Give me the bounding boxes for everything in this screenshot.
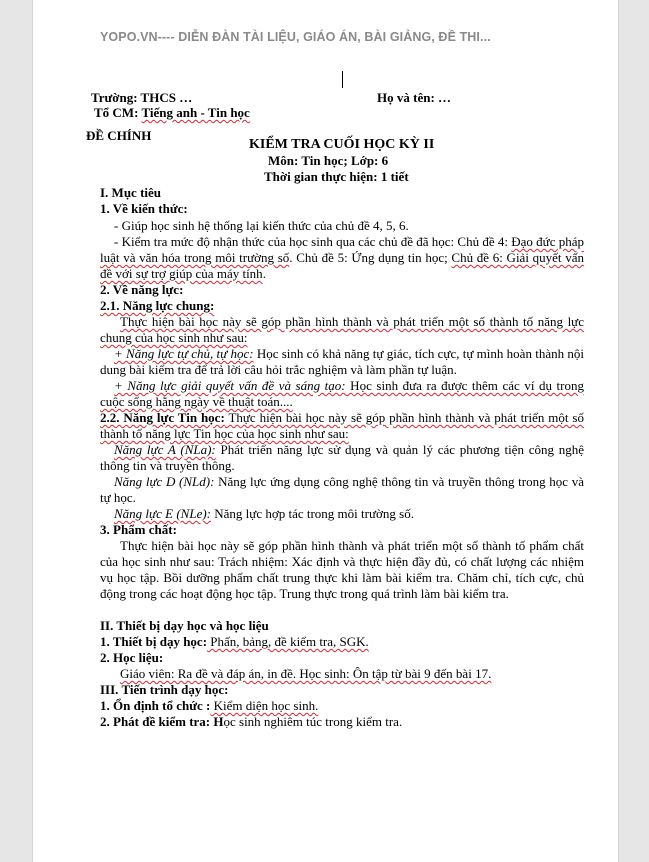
student-name-label: Họ và tên: … bbox=[377, 90, 452, 105]
knowledge-heading: 1. Về kiến thức: bbox=[100, 201, 188, 216]
group-label-text: Tổ CM: bbox=[94, 105, 142, 120]
section-2-heading: II. Thiết bị dạy học và học liệu bbox=[100, 618, 269, 633]
organization-label: 1. Ổn định tổ chức : bbox=[100, 698, 211, 713]
k2-part-e: . bbox=[262, 266, 266, 281]
equipment-line bbox=[100, 634, 369, 650]
organization-line bbox=[100, 698, 318, 714]
knowledge-item-1: - Giúp học sinh hệ thống lại kiến thức của chủ đề 4, 5, 6. bbox=[114, 218, 409, 233]
material-heading: 2. Học liệu: bbox=[100, 650, 164, 665]
hand-out-line bbox=[100, 714, 402, 730]
time-line: Thời gian thực hiện: 1 tiết bbox=[264, 169, 409, 184]
nle-text: Năng lực hợp tác trong môi trường số. bbox=[211, 506, 414, 521]
knowledge-item-2 bbox=[100, 234, 584, 282]
nld-label: Năng lực D (NLd): bbox=[114, 474, 215, 489]
hand-out-text: ọc sinh nghiêm túc trong kiểm tra. bbox=[223, 714, 403, 729]
nla-label: Năng lực A (NLa): bbox=[114, 442, 216, 457]
k2-part-c: . Chủ đề 5: Ứng dụng tin học; bbox=[289, 250, 452, 265]
subject-line: Môn: Tin học; Lớp: 6 bbox=[268, 153, 389, 168]
equipment-text: Phấn, bảng, đề kiểm tra, SGK. bbox=[207, 634, 369, 649]
general-ability-heading: 2.1. Năng lực chung: bbox=[100, 298, 215, 313]
self-study-text: Học sinh có khả năng tự giác, tích cực, tự mình hoàn thành nội dung bài kiểm tra để trả lời câu hỏi trắc nghiệm và làm phần tự luận. bbox=[100, 346, 584, 377]
official-exam-label: ĐỀ CHÍNH bbox=[86, 128, 152, 143]
section-1-heading: I. Mục tiêu bbox=[100, 185, 162, 200]
nld-text: Năng lực ứng dụng công nghệ thông tin và truyền thông trong học và tự học. bbox=[100, 474, 584, 505]
k2-part-d: Chủ đề 6: Giải quyết vấn đề với sự trợ giúp của máy tính bbox=[100, 250, 584, 281]
problem-solving-label: + Năng lực giải quyết vấn đề và sáng tạo: bbox=[114, 378, 346, 393]
equipment-label: 1. Thiết bị dạy học: bbox=[100, 634, 208, 649]
general-ability-text: Thực hiện bài học này sẽ góp phần hình thành và phát triển một số thành tố năng lực chung của học sinh như sau: bbox=[100, 314, 584, 345]
problem-solving-text: Học sinh đưa ra được thêm các ví dụ trong cuộc sống hằng ngày về thuật toán.... bbox=[100, 378, 584, 409]
material-text: Giáo viên: Ra đề và đáp án, in đề. Học sinh: Ôn tập từ bài 9 đến bài 17. bbox=[120, 666, 492, 681]
quality-heading: 3. Phẩm chất: bbox=[100, 522, 177, 537]
self-study-paragraph bbox=[100, 346, 584, 378]
nla-text: Phát triển năng lực sử dụng và quản lý các phương tiện công nghệ thông tin và truyền thông. bbox=[100, 442, 584, 473]
group-label bbox=[94, 105, 250, 121]
quality-text: Thực hiện bài học này sẽ góp phần hình thành và phát triển một số thành tố phẩm chất của học sinh như sau: Trách nhiệm: Xác định và thực hiện đầy đủ, có chất lượng các nhiệm vụ học tập. Bồi dưỡng phẩm chất trung thực khi làm bài kiểm tra. Chăm chỉ, tích cực, chủ động trong các hoạt động học tập. Trung thực trong quá trình làm bài kiểm tra. bbox=[100, 538, 584, 601]
self-study-label: + Năng lực tự chủ, tự học: bbox=[114, 346, 254, 361]
page-header-text: YOPO.VN---- DIỄN ĐÀN TÀI LIỆU, GIÁO ÁN, BÀI GIẢNG, ĐỀ THI... bbox=[100, 30, 491, 44]
nld-paragraph bbox=[100, 474, 584, 506]
nle-label: Năng lực E (NLe): bbox=[114, 506, 211, 521]
problem-solving-paragraph bbox=[100, 378, 584, 410]
text-cursor bbox=[342, 71, 343, 88]
nle-paragraph bbox=[100, 506, 414, 522]
k2-part-b: Đạo đức pháp luật và văn hóa trong môi trường số bbox=[100, 234, 584, 265]
exam-title: KIỂM TRA CUỐI HỌC KỲ II bbox=[249, 137, 435, 152]
nla-paragraph bbox=[100, 442, 584, 474]
school-label: Trường: THCS … bbox=[91, 90, 193, 105]
section-3-heading: III. Tiến trình dạy học: bbox=[100, 682, 229, 697]
k2-part-a: - Kiểm tra mức độ nhận thức của học sinh qua các chủ đề đã học: Chủ đề 4: bbox=[114, 234, 512, 249]
it-ability-paragraph bbox=[100, 410, 584, 442]
hand-out-label: 2. Phát đề kiểm tra: H bbox=[100, 714, 224, 729]
it-ability-heading: 2.2. Năng lực Tin học: bbox=[100, 410, 225, 425]
group-value: Tiếng anh - Tin học bbox=[141, 105, 250, 120]
it-ability-text: Thực hiện bài học này sẽ góp phần hình thành và phát triển một số thành tố năng lực Tin học của học sinh như sau: bbox=[100, 410, 584, 441]
ability-heading: 2. Về năng lực: bbox=[100, 282, 184, 297]
organization-text: Kiểm diện học sinh. bbox=[210, 698, 319, 713]
